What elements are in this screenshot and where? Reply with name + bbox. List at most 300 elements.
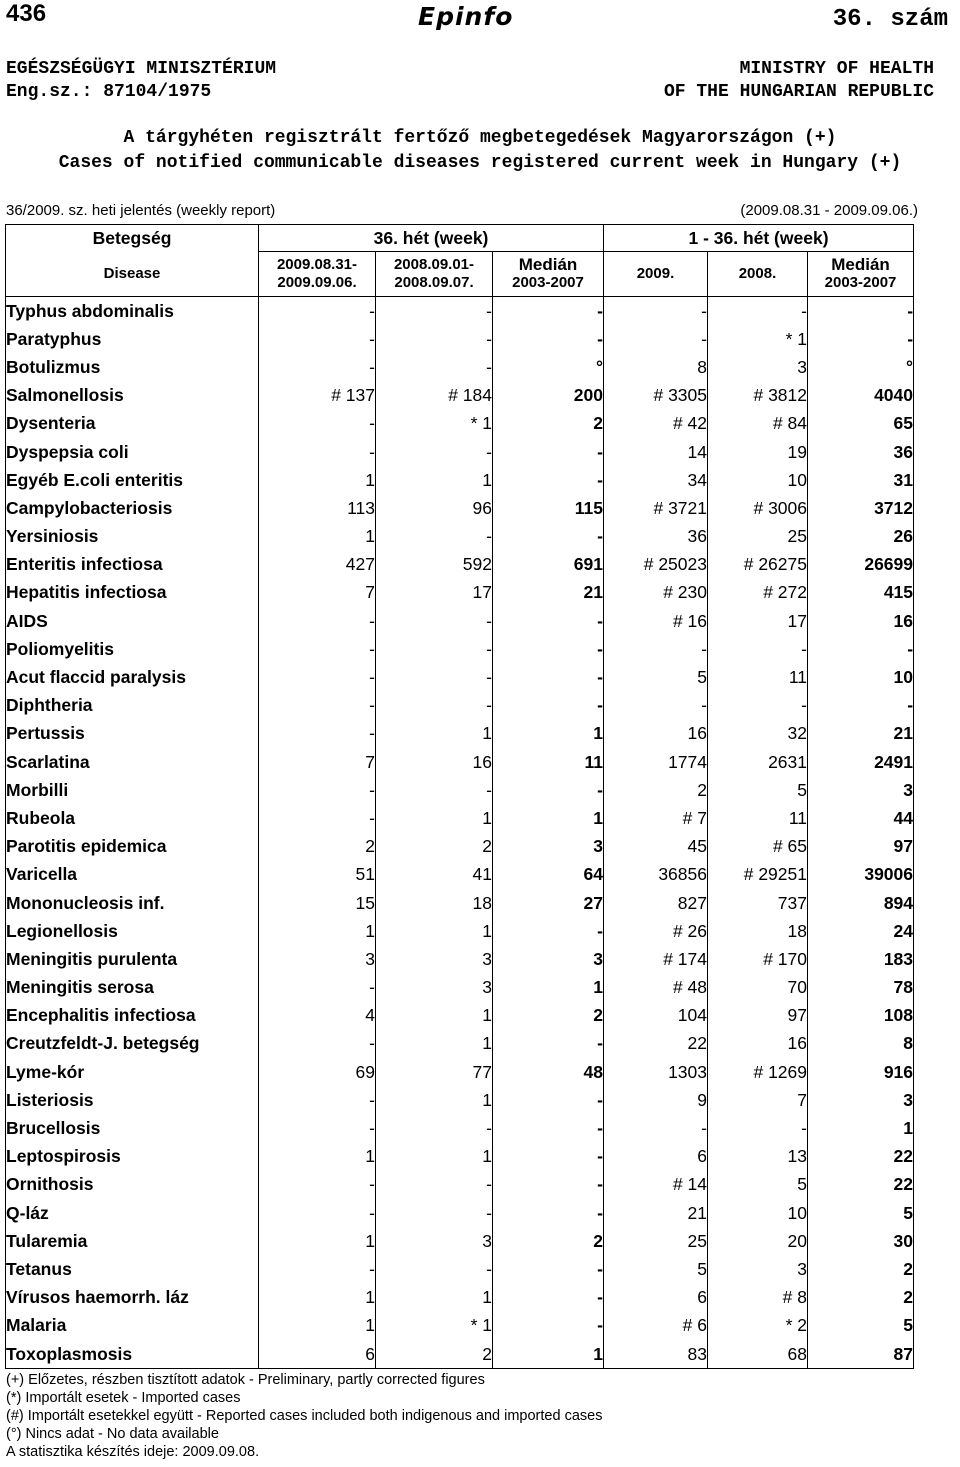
count-cell: 2 bbox=[259, 833, 376, 861]
median-cell: 691 bbox=[493, 551, 604, 579]
ministry-name-en: MINISTRY OF HEALTH bbox=[739, 59, 934, 79]
count-cell: 1 bbox=[376, 720, 493, 748]
count-cell: 1 bbox=[376, 1002, 493, 1030]
median-cell: 3 bbox=[808, 1086, 914, 1114]
epinfo-logo: Epinfo bbox=[418, 2, 514, 31]
table-row bbox=[6, 1171, 914, 1199]
count-cell: # 6 bbox=[604, 1312, 708, 1340]
count-cell: - bbox=[259, 297, 376, 326]
count-cell: # 14 bbox=[604, 1171, 708, 1199]
table-row bbox=[6, 692, 914, 720]
median-cell: 2 bbox=[808, 1284, 914, 1312]
count-cell: - bbox=[376, 776, 493, 804]
count-cell: 36856 bbox=[604, 861, 708, 889]
table-row bbox=[6, 804, 914, 832]
count-cell: 427 bbox=[259, 551, 376, 579]
disease-name: Scarlatina bbox=[6, 748, 259, 776]
table-row bbox=[6, 579, 914, 607]
count-cell: 11 bbox=[708, 663, 808, 691]
count-cell: 6 bbox=[604, 1284, 708, 1312]
registration-number: Eng.sz.: 87104/1975 bbox=[6, 82, 212, 102]
count-cell: # 272 bbox=[708, 579, 808, 607]
count-cell: - bbox=[259, 410, 376, 438]
count-cell: 6 bbox=[604, 1143, 708, 1171]
count-cell: # 3305 bbox=[604, 382, 708, 410]
count-cell: - bbox=[376, 523, 493, 551]
table-row bbox=[6, 1143, 914, 1171]
count-cell: - bbox=[604, 325, 708, 353]
header-week-median-label: Medián bbox=[518, 255, 578, 274]
count-cell: 70 bbox=[708, 974, 808, 1002]
count-cell: 15 bbox=[259, 889, 376, 917]
count-cell: 3 bbox=[376, 945, 493, 973]
count-cell: # 184 bbox=[376, 382, 493, 410]
median-cell: 24 bbox=[808, 917, 914, 945]
count-cell: - bbox=[376, 438, 493, 466]
count-cell: # 170 bbox=[708, 945, 808, 973]
median-cell: 1 bbox=[493, 804, 604, 832]
median-cell: - bbox=[493, 663, 604, 691]
median-cell: 10 bbox=[808, 663, 914, 691]
count-cell: # 29251 bbox=[708, 861, 808, 889]
disease-name: Malaria bbox=[6, 1312, 259, 1340]
disease-name: Leptospirosis bbox=[6, 1143, 259, 1171]
ministry-hu-block bbox=[6, 58, 276, 104]
title-en: Cases of notified communicable diseases registered current week in Hungary (+) bbox=[58, 153, 902, 173]
footnote-date: A statisztika készítés ideje: 2009.09.08. bbox=[6, 1444, 260, 1460]
count-cell: 5 bbox=[708, 1171, 808, 1199]
footnote-preliminary: (+) Előzetes, részben tisztított adatok - Preliminary, partly corrected figures bbox=[6, 1372, 485, 1388]
count-cell: # 230 bbox=[604, 579, 708, 607]
count-cell: 2 bbox=[376, 833, 493, 861]
table-row bbox=[6, 523, 914, 551]
count-cell: 1 bbox=[259, 1227, 376, 1255]
count-cell: 69 bbox=[259, 1058, 376, 1086]
header-cum-2009: 2009. bbox=[604, 252, 708, 297]
table-row bbox=[6, 1002, 914, 1030]
disease-name: Listeriosis bbox=[6, 1086, 259, 1114]
count-cell: 25 bbox=[604, 1227, 708, 1255]
median-cell: - bbox=[493, 1171, 604, 1199]
disease-name: Meningitis purulenta bbox=[6, 945, 259, 973]
report-period: (2009.08.31 - 2009.09.06.) bbox=[740, 202, 918, 219]
median-cell: 3 bbox=[493, 833, 604, 861]
count-cell: 32 bbox=[708, 720, 808, 748]
table-row bbox=[6, 833, 914, 861]
table-row bbox=[6, 635, 914, 663]
median-cell: 200 bbox=[493, 382, 604, 410]
count-cell: 827 bbox=[604, 889, 708, 917]
median-cell: 2491 bbox=[808, 748, 914, 776]
table-row bbox=[6, 720, 914, 748]
median-cell: 4040 bbox=[808, 382, 914, 410]
disease-name: Ornithosis bbox=[6, 1171, 259, 1199]
table-row bbox=[6, 325, 914, 353]
disease-name: Parotitis epidemica bbox=[6, 833, 259, 861]
median-cell: 8 bbox=[808, 1030, 914, 1058]
count-cell: 96 bbox=[376, 494, 493, 522]
disease-name: Toxoplasmosis bbox=[6, 1340, 259, 1369]
count-cell: 1 bbox=[376, 1030, 493, 1058]
count-cell: - bbox=[259, 804, 376, 832]
median-cell: 1 bbox=[493, 720, 604, 748]
count-cell: - bbox=[259, 776, 376, 804]
footnote-imported: (*) Importált esetek - Imported cases bbox=[6, 1390, 241, 1406]
disease-name: Tularemia bbox=[6, 1227, 259, 1255]
disease-name: Lyme-kór bbox=[6, 1058, 259, 1086]
median-cell: 894 bbox=[808, 889, 914, 917]
count-cell: 11 bbox=[708, 804, 808, 832]
disease-name: Dyspepsia coli bbox=[6, 438, 259, 466]
median-cell: 183 bbox=[808, 945, 914, 973]
count-cell: 18 bbox=[708, 917, 808, 945]
count-cell: 7 bbox=[708, 1086, 808, 1114]
count-cell: # 26275 bbox=[708, 551, 808, 579]
header-week-2008-start: 2008.09.01- bbox=[393, 256, 475, 273]
count-cell: * 1 bbox=[376, 1312, 493, 1340]
count-cell: # 137 bbox=[259, 382, 376, 410]
disease-name: Egyéb E.coli enteritis bbox=[6, 466, 259, 494]
table-row bbox=[6, 1227, 914, 1255]
table-row bbox=[6, 1086, 914, 1114]
count-cell: 36 bbox=[604, 523, 708, 551]
table-row bbox=[6, 1058, 914, 1086]
disease-name: Rubeola bbox=[6, 804, 259, 832]
median-cell: 97 bbox=[808, 833, 914, 861]
disease-name: Diphtheria bbox=[6, 692, 259, 720]
count-cell: 1303 bbox=[604, 1058, 708, 1086]
median-cell: 39006 bbox=[808, 861, 914, 889]
median-cell: 2 bbox=[808, 1255, 914, 1283]
count-cell: - bbox=[376, 1255, 493, 1283]
median-cell: 36 bbox=[808, 438, 914, 466]
median-cell: 26 bbox=[808, 523, 914, 551]
count-cell: - bbox=[376, 692, 493, 720]
count-cell: 737 bbox=[708, 889, 808, 917]
median-cell: - bbox=[808, 297, 914, 326]
median-cell: 21 bbox=[493, 579, 604, 607]
count-cell: - bbox=[376, 325, 493, 353]
count-cell: - bbox=[604, 297, 708, 326]
count-cell: 97 bbox=[708, 1002, 808, 1030]
count-cell: - bbox=[259, 720, 376, 748]
table-row bbox=[6, 1114, 914, 1142]
table-row bbox=[6, 1340, 914, 1369]
count-cell: - bbox=[604, 635, 708, 663]
disease-name: Creutzfeldt-J. betegség bbox=[6, 1030, 259, 1058]
table-row bbox=[6, 551, 914, 579]
count-cell: 3 bbox=[376, 974, 493, 1002]
count-cell: 14 bbox=[604, 438, 708, 466]
count-cell: # 48 bbox=[604, 974, 708, 1002]
disease-name: Botulizmus bbox=[6, 353, 259, 381]
count-cell: - bbox=[259, 1255, 376, 1283]
table-row bbox=[6, 1312, 914, 1340]
disease-name: Pertussis bbox=[6, 720, 259, 748]
table-row bbox=[6, 945, 914, 973]
count-cell: 1 bbox=[376, 1284, 493, 1312]
count-cell: - bbox=[259, 1171, 376, 1199]
count-cell: 3 bbox=[708, 1255, 808, 1283]
median-cell: 16 bbox=[808, 607, 914, 635]
disease-name: Legionellosis bbox=[6, 917, 259, 945]
median-cell: 87 bbox=[808, 1340, 914, 1369]
disease-name: Meningitis serosa bbox=[6, 974, 259, 1002]
disease-name: Tetanus bbox=[6, 1255, 259, 1283]
median-cell: 115 bbox=[493, 494, 604, 522]
median-cell: - bbox=[808, 692, 914, 720]
count-cell: - bbox=[259, 1114, 376, 1142]
issue-number: 36. szám bbox=[832, 6, 948, 33]
header-week-group: 36. hét (week) bbox=[259, 225, 604, 252]
header-cum-median bbox=[808, 252, 914, 297]
count-cell: - bbox=[708, 1114, 808, 1142]
median-cell: 27 bbox=[493, 889, 604, 917]
count-cell: 41 bbox=[376, 861, 493, 889]
table-row bbox=[6, 861, 914, 889]
count-cell: - bbox=[376, 1199, 493, 1227]
median-cell: - bbox=[493, 776, 604, 804]
count-cell: 10 bbox=[708, 1199, 808, 1227]
header-week-2009 bbox=[259, 252, 376, 297]
table-row bbox=[6, 974, 914, 1002]
disease-name: AIDS bbox=[6, 607, 259, 635]
count-cell: - bbox=[259, 607, 376, 635]
median-cell: - bbox=[808, 635, 914, 663]
count-cell: - bbox=[708, 297, 808, 326]
median-cell: 26699 bbox=[808, 551, 914, 579]
median-cell: - bbox=[493, 325, 604, 353]
table-row bbox=[6, 607, 914, 635]
count-cell: - bbox=[604, 1114, 708, 1142]
count-cell: * 2 bbox=[708, 1312, 808, 1340]
header-cumulative-group: 1 - 36. hét (week) bbox=[604, 225, 914, 252]
median-cell: 30 bbox=[808, 1227, 914, 1255]
count-cell: 1 bbox=[376, 466, 493, 494]
median-cell: 21 bbox=[808, 720, 914, 748]
count-cell: - bbox=[376, 1114, 493, 1142]
header-disease-hu: Betegség bbox=[6, 225, 259, 252]
count-cell: - bbox=[376, 635, 493, 663]
median-cell: 5 bbox=[808, 1312, 914, 1340]
count-cell: 4 bbox=[259, 1002, 376, 1030]
page-title bbox=[0, 126, 960, 176]
count-cell: 592 bbox=[376, 551, 493, 579]
count-cell: 1 bbox=[259, 466, 376, 494]
count-cell: - bbox=[708, 635, 808, 663]
count-cell: 17 bbox=[376, 579, 493, 607]
count-cell: 1 bbox=[259, 1312, 376, 1340]
count-cell: 5 bbox=[708, 776, 808, 804]
count-cell: 1774 bbox=[604, 748, 708, 776]
median-cell: 415 bbox=[808, 579, 914, 607]
count-cell: * 1 bbox=[376, 410, 493, 438]
disease-name: Salmonellosis bbox=[6, 382, 259, 410]
median-cell: 3 bbox=[493, 945, 604, 973]
count-cell: 1 bbox=[259, 917, 376, 945]
count-cell: 9 bbox=[604, 1086, 708, 1114]
header-disease-en: Disease bbox=[6, 252, 259, 297]
count-cell: * 1 bbox=[708, 325, 808, 353]
median-cell: 2 bbox=[493, 410, 604, 438]
count-cell: - bbox=[376, 663, 493, 691]
footnotes bbox=[6, 1371, 602, 1461]
count-cell: - bbox=[259, 635, 376, 663]
median-cell: 3712 bbox=[808, 494, 914, 522]
median-cell: - bbox=[493, 917, 604, 945]
count-cell: 16 bbox=[604, 720, 708, 748]
table-row bbox=[6, 663, 914, 691]
count-cell: 104 bbox=[604, 1002, 708, 1030]
disease-name: Varicella bbox=[6, 861, 259, 889]
count-cell: # 16 bbox=[604, 607, 708, 635]
disease-name: Paratyphus bbox=[6, 325, 259, 353]
count-cell: - bbox=[376, 1171, 493, 1199]
disease-name: Mononucleosis inf. bbox=[6, 889, 259, 917]
count-cell: 1 bbox=[376, 1086, 493, 1114]
count-cell: 2 bbox=[604, 776, 708, 804]
header-cum-median-label: Medián bbox=[831, 255, 890, 274]
median-cell: 64 bbox=[493, 861, 604, 889]
count-cell: 2 bbox=[376, 1340, 493, 1369]
median-cell: 65 bbox=[808, 410, 914, 438]
count-cell: 7 bbox=[259, 748, 376, 776]
header-week-median-years: 2003-2007 bbox=[512, 274, 584, 291]
count-cell: - bbox=[259, 438, 376, 466]
page-number: 436 bbox=[6, 0, 47, 27]
median-cell: - bbox=[493, 635, 604, 663]
count-cell: 113 bbox=[259, 494, 376, 522]
median-cell: - bbox=[493, 297, 604, 326]
median-cell: 1 bbox=[493, 1340, 604, 1369]
report-label: 36/2009. sz. heti jelentés (weekly report) bbox=[6, 202, 276, 219]
count-cell: 45 bbox=[604, 833, 708, 861]
count-cell: 3 bbox=[708, 353, 808, 381]
count-cell: 1 bbox=[376, 1143, 493, 1171]
median-cell: - bbox=[493, 1030, 604, 1058]
count-cell: 17 bbox=[708, 607, 808, 635]
count-cell: 83 bbox=[604, 1340, 708, 1369]
header-week-2008 bbox=[376, 252, 493, 297]
count-cell: # 3721 bbox=[604, 494, 708, 522]
count-cell: - bbox=[259, 1030, 376, 1058]
count-cell: 68 bbox=[708, 1340, 808, 1369]
median-cell: - bbox=[493, 523, 604, 551]
count-cell: 1 bbox=[376, 917, 493, 945]
count-cell: 21 bbox=[604, 1199, 708, 1227]
count-cell: 18 bbox=[376, 889, 493, 917]
count-cell: # 84 bbox=[708, 410, 808, 438]
median-cell: 2 bbox=[493, 1227, 604, 1255]
median-cell: - bbox=[493, 1284, 604, 1312]
median-cell: - bbox=[808, 325, 914, 353]
table-row bbox=[6, 1199, 914, 1227]
count-cell: 1 bbox=[259, 1143, 376, 1171]
disease-name: Campylobacteriosis bbox=[6, 494, 259, 522]
count-cell: - bbox=[259, 325, 376, 353]
median-cell: - bbox=[493, 1199, 604, 1227]
count-cell: 16 bbox=[708, 1030, 808, 1058]
count-cell: - bbox=[376, 297, 493, 326]
count-cell: 5 bbox=[604, 663, 708, 691]
count-cell: # 26 bbox=[604, 917, 708, 945]
count-cell: # 174 bbox=[604, 945, 708, 973]
count-cell: - bbox=[708, 692, 808, 720]
table-row bbox=[6, 438, 914, 466]
count-cell: 10 bbox=[708, 466, 808, 494]
count-cell: 16 bbox=[376, 748, 493, 776]
median-cell: 31 bbox=[808, 466, 914, 494]
title-hu: A tárgyhéten regisztrált fertőző megbetegedések Magyarországon (+) bbox=[123, 128, 837, 148]
count-cell: 5 bbox=[604, 1255, 708, 1283]
count-cell: 2631 bbox=[708, 748, 808, 776]
median-cell: - bbox=[493, 1086, 604, 1114]
median-cell: 2 bbox=[493, 1002, 604, 1030]
count-cell: # 7 bbox=[604, 804, 708, 832]
table-row bbox=[6, 748, 914, 776]
median-cell: 48 bbox=[493, 1058, 604, 1086]
median-cell: 1 bbox=[493, 974, 604, 1002]
median-cell: - bbox=[493, 438, 604, 466]
count-cell: 51 bbox=[259, 861, 376, 889]
median-cell: - bbox=[493, 1255, 604, 1283]
count-cell: # 25023 bbox=[604, 551, 708, 579]
disease-name: Typhus abdominalis bbox=[6, 297, 259, 326]
median-cell: - bbox=[493, 692, 604, 720]
median-cell: 11 bbox=[493, 748, 604, 776]
count-cell: - bbox=[259, 353, 376, 381]
count-cell: # 3006 bbox=[708, 494, 808, 522]
median-cell: 108 bbox=[808, 1002, 914, 1030]
table-row bbox=[6, 466, 914, 494]
count-cell: 7 bbox=[259, 579, 376, 607]
median-cell: - bbox=[493, 1143, 604, 1171]
header-week-2009-start: 2009.08.31- bbox=[276, 256, 358, 273]
count-cell: # 1269 bbox=[708, 1058, 808, 1086]
median-cell: ° bbox=[493, 353, 604, 381]
table-row bbox=[6, 889, 914, 917]
disease-name: Morbilli bbox=[6, 776, 259, 804]
header-week-2008-end: 2008.09.07. bbox=[394, 274, 474, 291]
table-row bbox=[6, 917, 914, 945]
table-row bbox=[6, 1030, 914, 1058]
disease-name: Enteritis infectiosa bbox=[6, 551, 259, 579]
median-cell: 22 bbox=[808, 1143, 914, 1171]
table-body bbox=[6, 297, 914, 1369]
median-cell: 1 bbox=[808, 1114, 914, 1142]
median-cell: 44 bbox=[808, 804, 914, 832]
disease-name: Q-láz bbox=[6, 1199, 259, 1227]
count-cell: 19 bbox=[708, 438, 808, 466]
header-week-median bbox=[493, 252, 604, 297]
count-cell: # 8 bbox=[708, 1284, 808, 1312]
count-cell: - bbox=[604, 692, 708, 720]
median-cell: - bbox=[493, 607, 604, 635]
count-cell: - bbox=[376, 353, 493, 381]
median-cell: 916 bbox=[808, 1058, 914, 1086]
count-cell: # 65 bbox=[708, 833, 808, 861]
disease-name: Encephalitis infectiosa bbox=[6, 1002, 259, 1030]
count-cell: - bbox=[259, 974, 376, 1002]
count-cell: - bbox=[259, 1086, 376, 1114]
ministry-name-hu: EGÉSZSÉGÜGYI MINISZTÉRIUM bbox=[6, 59, 277, 79]
table-row bbox=[6, 410, 914, 438]
disease-name: Dysenteria bbox=[6, 410, 259, 438]
count-cell: 3 bbox=[259, 945, 376, 973]
count-cell: - bbox=[259, 663, 376, 691]
count-cell: - bbox=[259, 1199, 376, 1227]
count-cell: 77 bbox=[376, 1058, 493, 1086]
